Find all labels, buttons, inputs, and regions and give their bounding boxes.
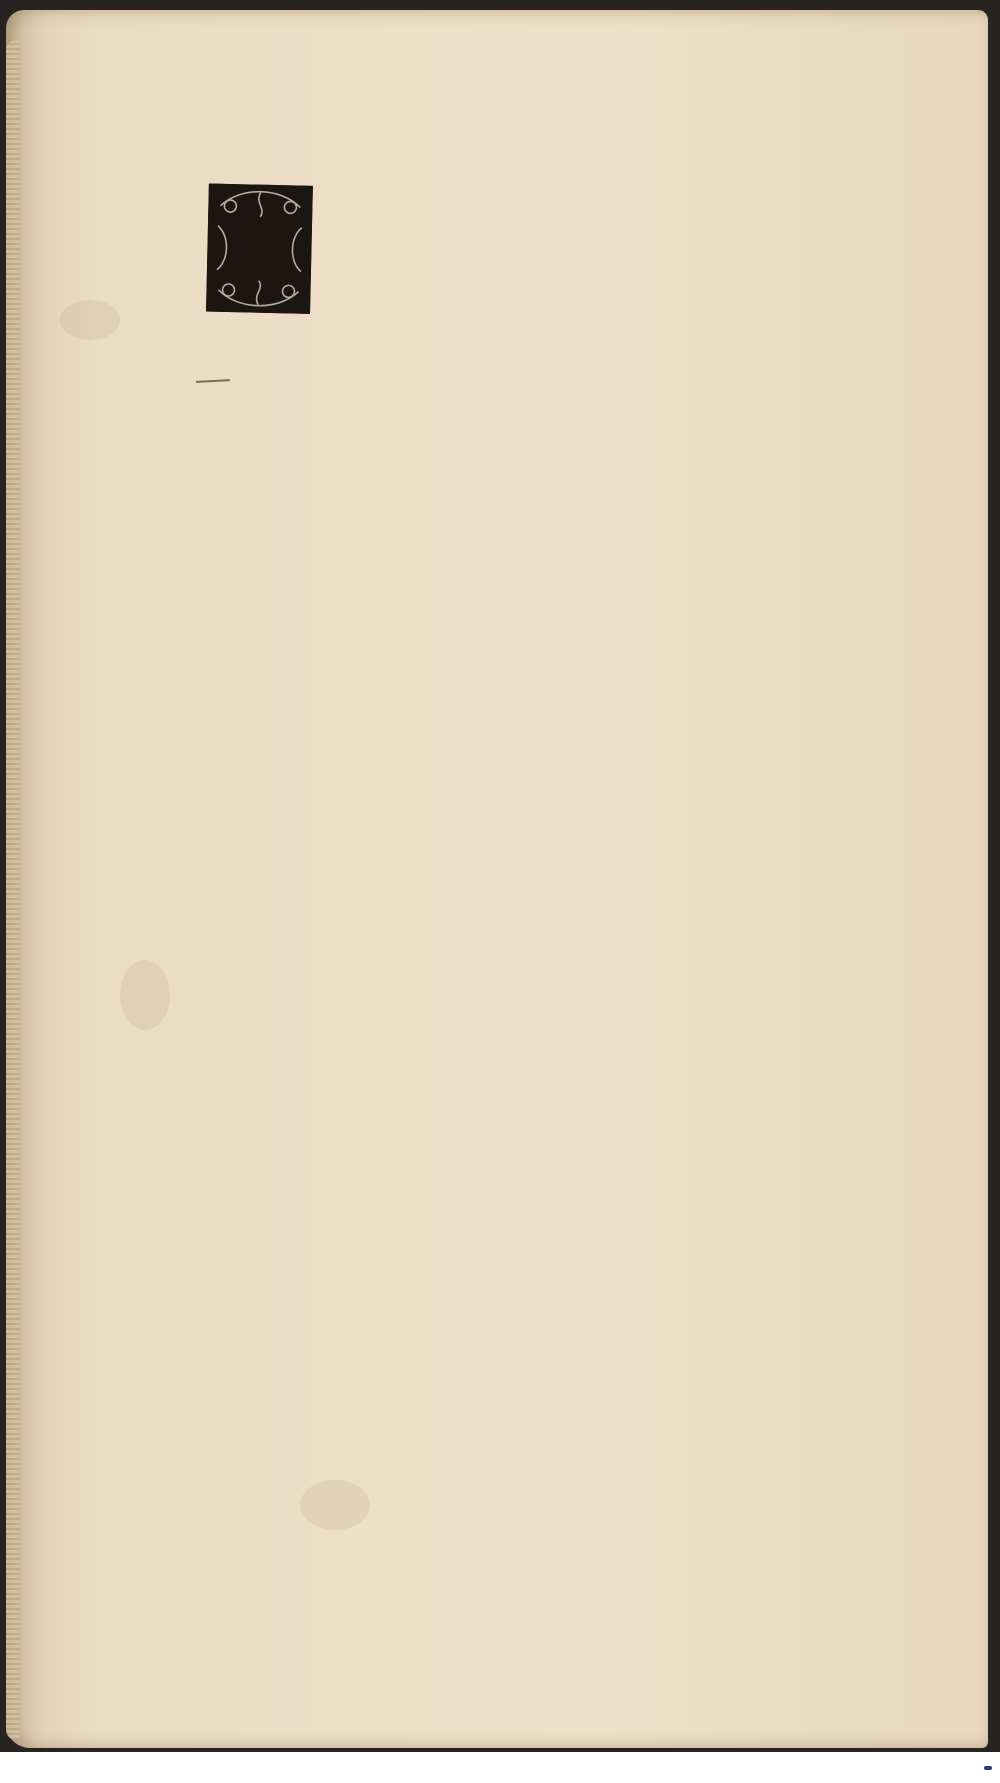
page-edge — [6, 40, 20, 1740]
book-page — [6, 10, 988, 1748]
paper-stain — [300, 1480, 370, 1530]
dfg-logo — [984, 1766, 992, 1770]
paper-stain — [60, 300, 120, 340]
drop-cap-ornament — [208, 186, 311, 312]
paper-stain — [120, 960, 170, 1030]
drop-cap — [206, 184, 313, 314]
summary-left-column — [229, 174, 572, 182]
footer-bar — [0, 1752, 1000, 1783]
summary-right-column — [598, 182, 941, 190]
